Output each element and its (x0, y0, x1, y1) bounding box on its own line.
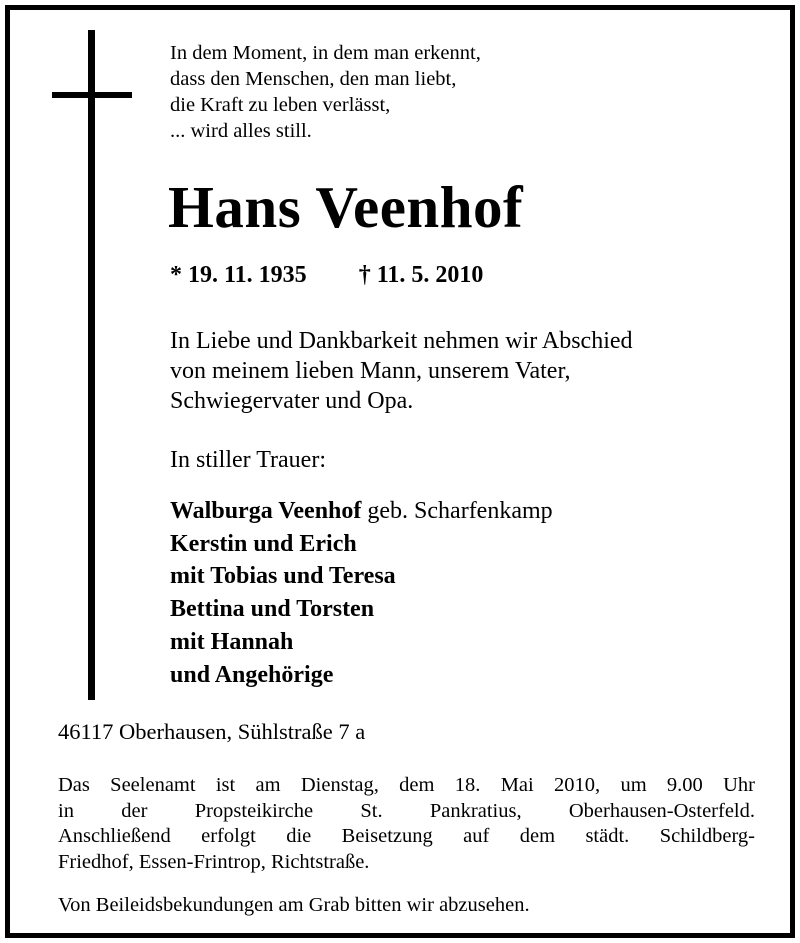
farewell-line: Schwiegervater und Opa. (170, 388, 414, 414)
farewell-line: In Liebe und Dankbarkeit nehmen wir Abschied (170, 328, 633, 354)
service-line: in der Propsteikirche St. Pankratius, Oberhausen-Osterfeld. (58, 799, 755, 822)
birth-date: * 19. 11. 1935 (170, 262, 307, 288)
deceased-name: Hans Veenhof (168, 174, 524, 240)
farewell-line: von meinem lieben Mann, unserem Vater, (170, 358, 571, 384)
mourner-entry: und Angehörige (170, 661, 334, 688)
service-line: Das Seelenamt ist am Dienstag, dem 18. Mai 2010, um 9.00 Uhr (58, 774, 755, 796)
widow-entry (170, 495, 553, 528)
obituary-frame (5, 5, 795, 938)
poem-line: ... wird alles still. (170, 120, 312, 142)
widow-maiden-name: geb. Scharfenkamp (361, 498, 553, 524)
cross-icon (88, 30, 95, 700)
cross-icon-crossbar (52, 92, 132, 98)
mourners-list (170, 495, 553, 691)
service-line: Friedhof, Essen-Frintrop, Richtstraße. (58, 850, 370, 873)
life-dates (170, 260, 483, 290)
mourner-entry: Bettina und Torsten (170, 596, 375, 623)
farewell-text (170, 326, 633, 416)
death-date: † 11. 5. 2010 (358, 262, 484, 288)
poem (170, 40, 481, 144)
widow-name: Walburga Veenhof (170, 498, 362, 524)
service-details (58, 773, 755, 875)
condolence-note: Von Beileidsbekundungen am Grab bitten wir abzusehen. (58, 894, 530, 916)
mourner-entry: mit Tobias und Teresa (170, 563, 396, 590)
mourner-entry: mit Hannah (170, 628, 294, 655)
poem-line: die Kraft zu leben verlässt, (170, 94, 391, 116)
poem-line: dass den Menschen, den man liebt, (170, 68, 457, 90)
poem-line: In dem Moment, in dem man erkennt, (170, 42, 481, 64)
service-line: Anschließend erfolgt die Beisetzung auf dem städt. Schildberg- (58, 825, 755, 847)
mourning-intro: In stiller Trauer: (170, 447, 326, 473)
family-address: 46117 Oberhausen, Sühlstraße 7 a (58, 719, 366, 744)
mourner-entry: Kerstin und Erich (170, 530, 357, 557)
